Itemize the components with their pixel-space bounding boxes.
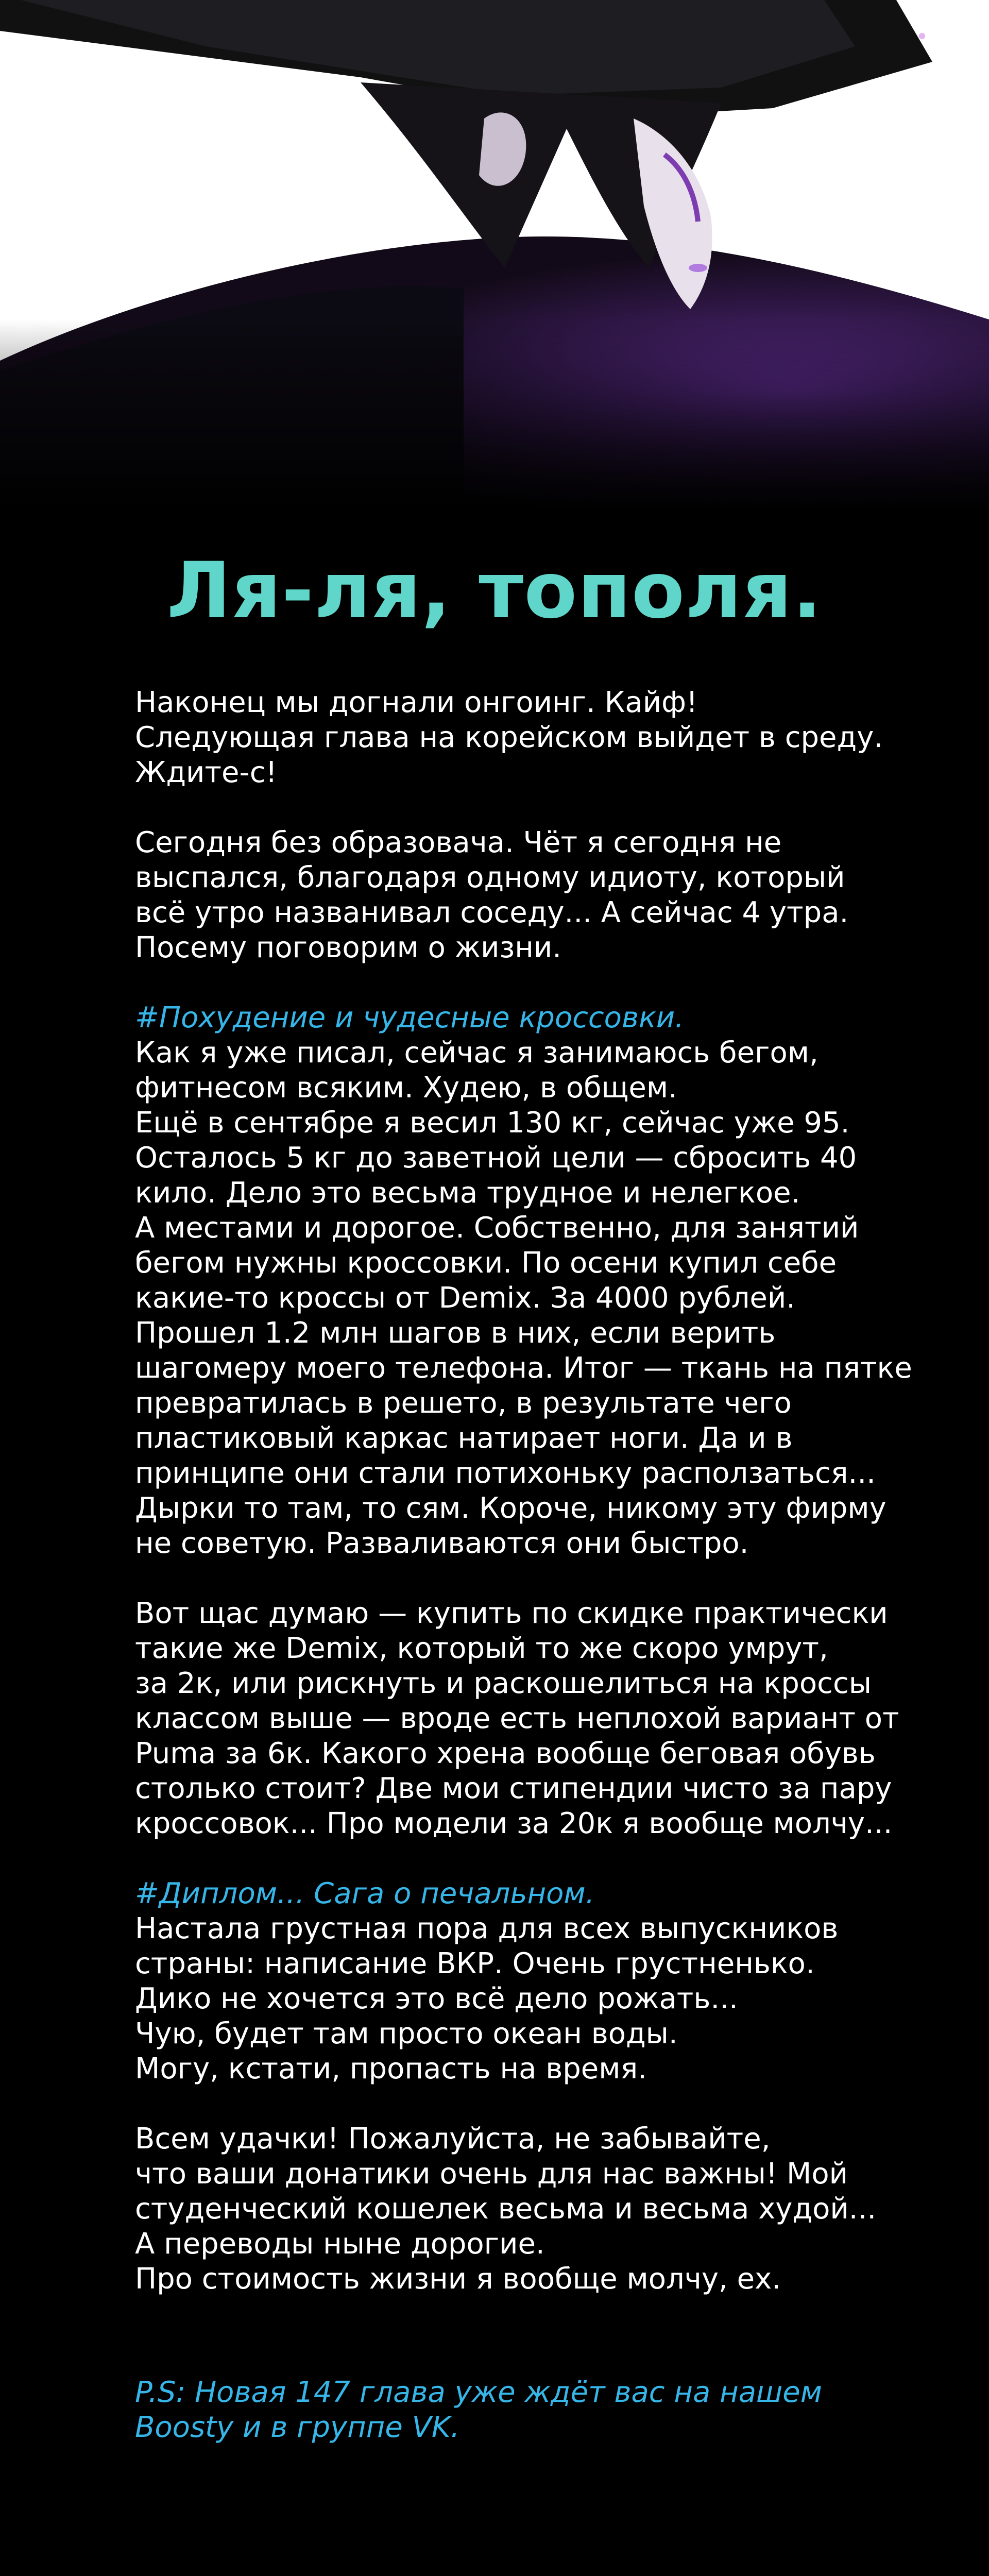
paragraph-discount: Вот щас думаю — купить по скидке практически такие же Demix, который то же скоро умрут, за 2к, или рискнуть и раскошелиться на кроссы классом выше — вроде есть неплохой вариант от Puma за 6к. Какого хрена вообще беговая обувь столько стоит? Две мои стипендии чисто за пару кроссовок... Про модели за 20к я вообще молчу... xyxy=(135,1597,899,1840)
hero-illustration xyxy=(0,0,989,515)
paragraph-sneakers: #Похудение и чудесные кроссовки. Как я уже писал, сейчас я занимаюсь бегом, фитнесом всяким. Худею, в общем. Ещё в сентябре я весил 130 кг, сейчас уже 95. Осталось 5 кг до заветной цели — сбросить 40 кило. Дело это весьма трудное и нелегкое. А местами и дорогое. Собственно, для занятий бегом нужны кроссовки. По осени купил себе какие-то кроссы от Demix. За 4000 рублей. Прошел 1.2 млн шагов в них, если верить шагомеру моего телефона. Итог — ткань на пятке превратилась в решето, в результате чего пластиковый каркас натирает ноги. Да и в принципе они стали потихоньку расползаться... Дырки то там, то сям. Короче, никому эту фирму не советую. Разваливаются они быстро. xyxy=(135,1001,912,1560)
paragraph-no-education: Сегодня без образовача. Чёт я сегодня не выспался, благодаря одному идиоту, который всё утро названивал соседу... А сейчас 4 утра. Посему поговорим о жизни. xyxy=(135,826,849,964)
page-title: Ля-ля, тополя. xyxy=(166,546,823,636)
section-heading-diploma: #Диплом... Сага о печальном. xyxy=(135,1877,595,1910)
paragraph-diploma: #Диплом... Сага о печальном. Настала грустная пора для всех выпускников страны: написание ВКР. Очень грустненько. Дико не хочется это всё дело рожать... Чую, будет там просто океан воды. Могу, кстати, пропасть на время. xyxy=(135,1876,908,2087)
post-body xyxy=(135,685,912,2332)
postscript: P.S: Новая 147 глава уже ждёт вас на нашем Boosty и в группе VK. xyxy=(135,2376,822,2444)
paragraph-donations: Всем удачки! Пожалуйста, не забывайте, что ваши донатики очень для нас важны! Мой студенческий кошелек весьма и весьма худой... А переводы ныне дорогие. Про стоимость жизни я вообще молчу, ех. xyxy=(135,2122,877,2296)
paragraph-ongoing: Наконец мы догнали онгоинг. Кайф! Следующая глава на корейском выйдет в среду. Ждите-с! xyxy=(135,686,883,789)
section-heading-sneakers: #Похудение и чудесные кроссовки. xyxy=(135,1001,684,1035)
